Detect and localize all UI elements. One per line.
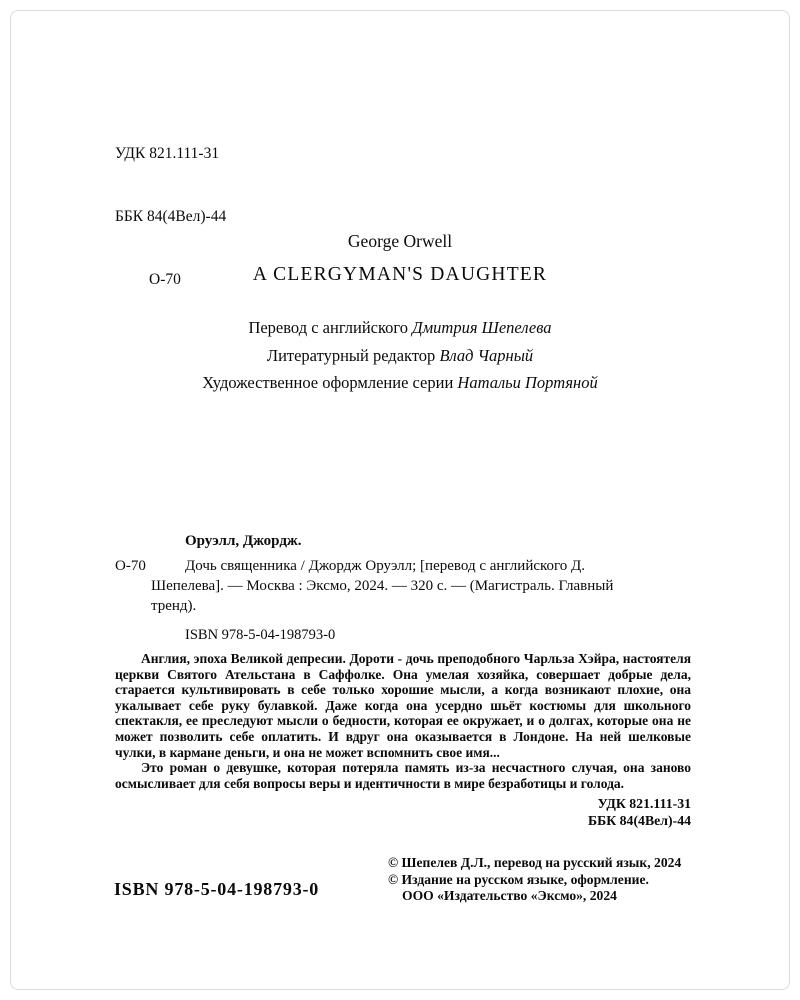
credit-line-editor [0, 342, 800, 370]
book-author: George Orwell [347, 231, 453, 251]
catalog-author-sign: О-70 [115, 558, 146, 574]
credit-person: Дмитрия Шепелева [412, 318, 552, 337]
annotation-bbk: ББК 84(4Вел)-44 [587, 812, 691, 828]
copyright-translation: © Шепелев Д.Л., перевод на русский язык, 2024 [388, 855, 682, 870]
credit-line-designer [0, 369, 800, 397]
credit-role: Перевод с английского [248, 318, 413, 337]
credits-block [0, 314, 800, 397]
catalog-card [115, 531, 655, 645]
annotation-paragraph-1: Англия, эпоха Великой депресии. Дороти - дочь преподобного Чарльза Хэйра, настоятеля церкви Святого Ательстана в Саффолке. Она умелая хозяйка, совершает добрые дела, старается культивировать в себе только хорошие мысли, а когда возникают плохие, она укалывает себе руку булавкой. Даже когда она усердно шьёт костюмы для школьного спектакля, ее преследуют мысли о бедности, которая ее окружает, и о долгах, которые она не может позволить себе оплатить. И вдруг она оказывается в Лондоне. На ней шелковые чулки, в кармане деньги, и она не может вспомнить свое имя... [115, 651, 691, 760]
copyright-block [388, 855, 681, 905]
catalog-isbn: ISBN 978-5-04-198793-0 [185, 627, 336, 643]
annotation-paragraph-2: Это роман о девушке, которая потеряла память из-за несчастного случая, она заново осмысливает для себя вопросы веры и идентичности в мире безработицы и голода. [115, 760, 691, 791]
author-sign-code: О-70 [149, 271, 181, 288]
bbk-code: ББК 84(4Вел)-44 [115, 208, 227, 225]
catalog-entry-row [115, 556, 655, 616]
credit-person: Влад Чарный [439, 345, 534, 365]
annotation-udk: УДК 821.111-31 [597, 796, 691, 812]
catalog-entry-text: Дочь священника / Джордж Оруэлл; [перевод с английского Д. Шепелева]. — Москва : Эксмо, 2024. — 320 с. — (Магистраль. Главный тренд). [151, 558, 614, 614]
credit-role: Литературный редактор [266, 345, 440, 365]
title-block [0, 231, 800, 286]
annotation-codes-block [115, 796, 691, 829]
footer-isbn: ISBN 978-5-04-198793-0 [114, 879, 320, 899]
copyright-publisher: ООО «Издательство «Эксмо», 2024 [402, 888, 617, 903]
classification-codes-block [115, 101, 226, 332]
annotation-block [115, 651, 691, 829]
credit-person: Натальи Портяной [457, 373, 598, 392]
copyright-edition: © Издание на русском языке, оформление. [388, 871, 649, 887]
book-title: A CLERGYMAN'S DAUGHTER [252, 264, 548, 285]
catalog-author-heading: Оруэлл, Джордж. [185, 533, 302, 549]
credit-line-translator [0, 314, 800, 342]
udk-code: УДК 821.111-31 [115, 145, 220, 162]
credit-role: Художественное оформление серии [202, 373, 458, 392]
